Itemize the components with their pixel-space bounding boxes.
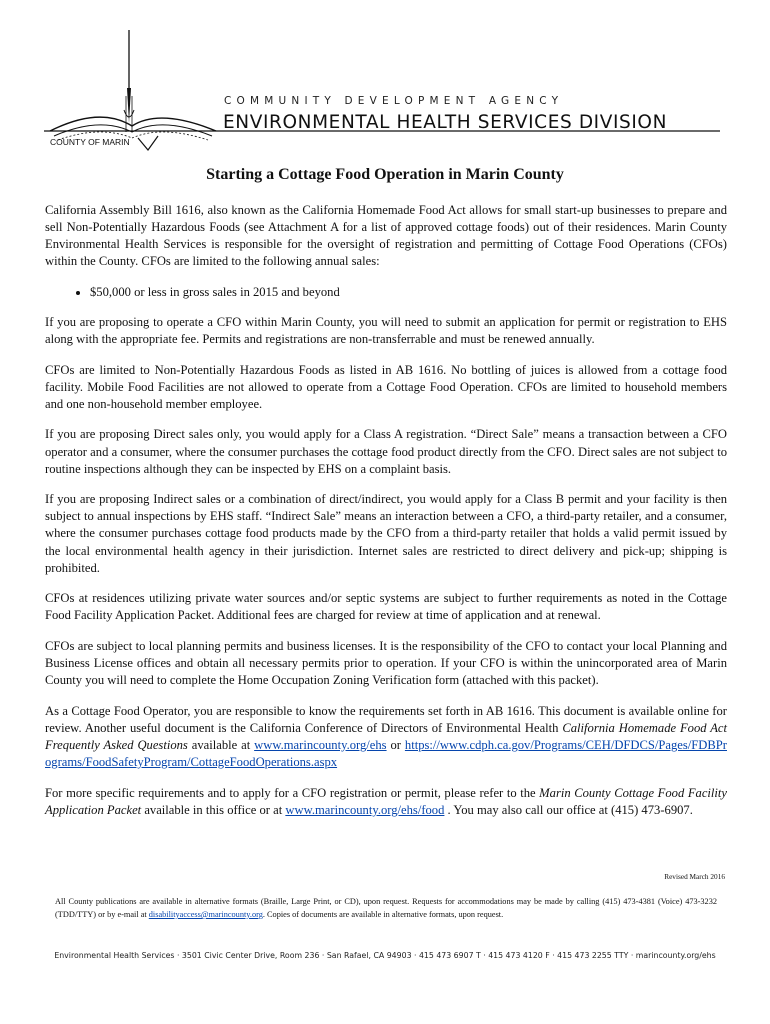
paragraph-resources: As a Cottage Food Operator, you are responsible to know the requirements set forth in AB 1616. This document is available online for review. Another useful document is the California Conference of Directors of Environmental Health California Homemade Food Act Frequently Asked Questions available at www.marincounty.org/ehs or https://www.cdph.ca.gov/Programs/CEH/DFDCS/Pages/FDBPrograms/FoodSafetyProgram/CottageFoodOperations.aspx	[45, 703, 727, 769]
document-title: Starting a Cottage Food Operation in Marin County	[206, 166, 564, 183]
cdph-link[interactable]: https://www.cdph.ca.gov/Programs/CEH/DFDCS/Pages/FDBPrograms/FoodSafetyProgram/CottageFoodOperations.aspx	[45, 737, 727, 769]
paragraph-food-limits: CFOs are limited to Non-Potentially Hazardous Foods as listed in AB 1616. No bottling of juices is allowed from a cottage food facility. Mobile Food Facilities are not allowed to operate from a Cottage Food Operation. CFOs are limited to household members and one non-household member employee.	[45, 362, 727, 411]
disability-email-link[interactable]: disabilityaccess@marincounty.org	[148, 910, 263, 919]
ehs-website-link[interactable]: www.marincounty.org/ehs	[254, 737, 387, 752]
paragraph-water-septic: CFOs at residences utilizing private water sources and/or septic systems are subject to further requirements as noted in the Cottage Food Facility Application Packet. Additional fees are charged for review at time of application and at renewal.	[45, 591, 727, 623]
ehs-food-link[interactable]: www.marincounty.org/ehs/food	[285, 802, 445, 817]
document-body	[45, 202, 727, 832]
paragraph-direct-sales: If you are proposing Direct sales only, you would apply for a Class A registration. “Direct Sale” means a transaction between a CFO operator and a consumer, where the consumer purchases the cottage food product directly from the CFO. Direct sales are not subject to routine inspections although they can be inspected by EHS on a complaint basis.	[45, 427, 727, 476]
paragraph-indirect-sales: If you are proposing Indirect sales or a combination of direct/indirect, you would apply for a Class B permit and your facility is then subject to annual inspections by EHS staff. “Indirect Sale” means an interaction between a CFO, a third-party retailer, and a consumer, where the consumer purchases cottage food products made by the CFO from a third-party retailer that holds a valid permit issued by the local environmental health agency in their jurisdiction. Internet sales are restricted to direct delivery and pick-up; shipping is prohibited.	[45, 492, 727, 575]
faq-document-title: California Homemade Food Act Frequently Asked Questions	[45, 720, 727, 752]
division-name: ENVIRONMENTAL HEALTH SERVICES DIVISION	[223, 112, 668, 133]
paragraph-intro: California Assembly Bill 1616, also known as the California Homemade Food Act allows for small start-up businesses to prepare and sell Non-Potentially Hazardous Foods (see Attachment A for a list of approved cottage foods) out of their residences. Marin County Environmental Health Services is responsible for the oversight of registration and permitting of Cottage Food Operations (CFOs) within the County. CFOs are limited to the following annual sales:	[45, 203, 727, 269]
accessibility-note: All County publications are available in alternative formats (Braille, Large Print, or CD), upon request. Requests for accommodations may be made by calling (415) 473-4381 (Voice) 473-3232 (TDD/TTY) or by e-mail at disabilityaccess@marincounty.org. Copies of documents are available in alternative formats, upon request.	[55, 897, 717, 919]
paragraph-planning-permits: CFOs are subject to local planning permits and business licenses. It is the responsibility of the CFO to contact your local Planning and Business License offices and obtain all necessary permits prior to operation. If your CFO is within the unincorporated area of Marin County you will need to complete the Home Occupation Zoning Verification form (attached with this packet).	[45, 638, 727, 688]
paragraph-application: If you are proposing to operate a CFO within Marin County, you will need to submit an application for permit or registration to EHS along with the appropriate fee. Permits and registrations are non-transferrable and must be renewed annually.	[45, 314, 727, 347]
application-packet-title: Marin County Cottage Food Facility Application Packet	[45, 785, 727, 817]
county-name: COUNTY OF MARIN	[50, 137, 130, 147]
paragraph-contact: For more specific requirements and to apply for a CFO registration or permit, please refer to the Marin County Cottage Food Facility Application Packet available in this office or at www.marincounty.org/ehs/food . You may also call our office at (415) 473-6907.	[45, 785, 727, 817]
page-footer: Environmental Health Services · 3501 Civic Center Drive, Room 236 · San Rafael, CA 94903 · 415 473 6907 T · 415 473 4120 F · 415 473 2255 TTY · marincounty.org/ehs	[54, 951, 716, 960]
revision-date: Revised March 2016	[664, 872, 725, 881]
list-item: • $50,000 or less in gross sales in 2015 and beyond	[90, 284, 727, 301]
county-logo	[40, 28, 730, 153]
agency-name: COMMUNITY DEVELOPMENT AGENCY	[224, 95, 564, 107]
sales-limit-list	[45, 284, 727, 301]
